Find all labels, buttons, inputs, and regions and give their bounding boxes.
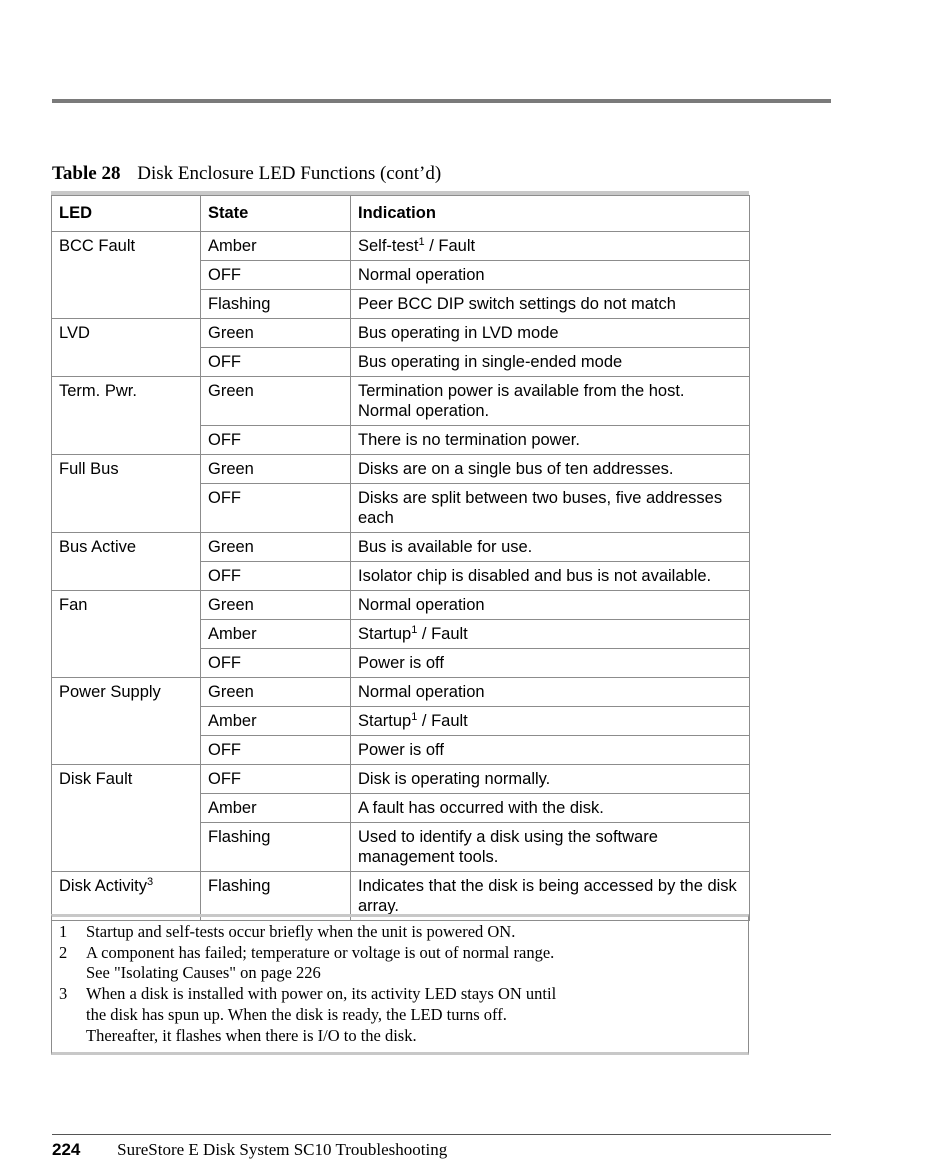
indication-cell: [351, 620, 750, 649]
led-table-container: [51, 191, 749, 921]
footnote-line: A component has failed; temperature or voltage is out of normal range.: [86, 942, 555, 962]
table-row: [52, 678, 750, 707]
state-cell: OFF: [201, 426, 351, 455]
indication-text-suffix: / Fault: [417, 625, 468, 643]
indication-text: Disks are on a single bus of ten addresses.: [358, 460, 674, 478]
led-name: Fan: [59, 596, 88, 614]
indication-text: Isolator chip is disabled and bus is not available.: [358, 567, 712, 585]
state-cell: Green: [201, 377, 351, 426]
indication-cell: [351, 290, 750, 319]
header-state: State: [201, 196, 351, 232]
table-caption: [52, 163, 441, 185]
indication-text: Bus operating in single-ended mode: [358, 353, 623, 371]
state-cell: Green: [201, 533, 351, 562]
indication-cell: [351, 823, 750, 872]
indication-footnote-ref: 1: [411, 624, 418, 636]
state-cell: Amber: [201, 620, 351, 649]
indication-cell: [351, 678, 750, 707]
led-name-cell: [52, 678, 201, 765]
indication-cell: [351, 377, 750, 426]
footnote-number: 1: [59, 922, 68, 941]
indication-cell: [351, 261, 750, 290]
footnote-item: [52, 984, 748, 1046]
indication-cell: [351, 562, 750, 591]
footnote-line: the disk has spun up. When the disk is ready, the LED turns off.: [86, 1004, 507, 1024]
indication-footnote-ref: 1: [418, 236, 425, 248]
indication-cell: [351, 455, 750, 484]
led-name: Term. Pwr.: [59, 382, 137, 400]
state-cell: OFF: [201, 649, 351, 678]
indication-text: Normal operation: [358, 683, 485, 701]
indication-cell: [351, 319, 750, 348]
indication-cell: [351, 232, 750, 261]
page-footer: [52, 1140, 447, 1160]
state-cell: OFF: [201, 484, 351, 533]
state-cell: Green: [201, 591, 351, 620]
led-name-cell: [52, 455, 201, 533]
table-row: [52, 455, 750, 484]
indication-cell: [351, 426, 750, 455]
state-cell: Flashing: [201, 872, 351, 921]
footnote-item: [52, 943, 748, 984]
indication-text: Startup: [358, 625, 412, 643]
led-name-cell: [52, 765, 201, 872]
header-indication: Indication: [351, 196, 750, 232]
table-row: [52, 533, 750, 562]
indication-text-suffix: / Fault: [424, 237, 476, 255]
led-name-cell: [52, 377, 201, 455]
footnote-line: Thereafter, it flashes when there is I/O to the disk.: [86, 1025, 417, 1045]
indication-text: Power is off: [358, 741, 444, 759]
led-name: LVD: [59, 324, 90, 342]
led-name: Power Supply: [59, 683, 161, 701]
state-cell: OFF: [201, 562, 351, 591]
indication-footnote-ref: 1: [411, 711, 418, 723]
header-led: LED: [52, 196, 201, 232]
table-row: [52, 319, 750, 348]
footnote-line: Startup and self-tests occur briefly when the unit is powered ON.: [86, 922, 516, 941]
table-row: [52, 232, 750, 261]
table-row: [52, 765, 750, 794]
indication-text: Startup: [358, 712, 412, 730]
led-name: BCC Fault: [59, 237, 136, 255]
footnote-text: [86, 984, 748, 1046]
indication-text: Termination power is available from the host. Normal operation.: [358, 382, 685, 420]
state-cell: OFF: [201, 348, 351, 377]
indication-cell: [351, 484, 750, 533]
table-title: Disk Enclosure LED Functions (cont’d): [137, 163, 442, 184]
state-cell: OFF: [201, 736, 351, 765]
indication-text: Peer BCC DIP switch settings do not match: [358, 295, 676, 313]
state-cell: Amber: [201, 794, 351, 823]
indication-cell: [351, 736, 750, 765]
state-cell: Flashing: [201, 290, 351, 319]
footnote-text: [86, 922, 748, 943]
led-name-cell: [52, 533, 201, 591]
indication-cell: [351, 591, 750, 620]
indication-cell: [351, 707, 750, 736]
indication-text: Bus is available for use.: [358, 538, 533, 556]
indication-text: Normal operation: [358, 596, 485, 614]
state-cell: Amber: [201, 232, 351, 261]
led-name: Bus Active: [59, 538, 137, 556]
table-body: [52, 232, 750, 921]
led-footnote-ref: 3: [147, 876, 154, 888]
indication-text-suffix: / Fault: [417, 712, 468, 730]
led-name: Disk Activity: [59, 877, 148, 895]
footnotes: [51, 914, 749, 1055]
indication-text: There is no termination power.: [358, 431, 580, 449]
table-row: [52, 591, 750, 620]
indication-text: Power is off: [358, 654, 444, 672]
indication-text: Disks are split between two buses, five addresses each: [358, 489, 723, 527]
led-name: Full Bus: [59, 460, 119, 478]
footer-title: SureStore E Disk System SC10 Troubleshooting: [117, 1140, 448, 1159]
state-cell: Flashing: [201, 823, 351, 872]
table-row: [52, 377, 750, 426]
footnote-line: When a disk is installed with power on, its activity LED stays ON until: [86, 984, 557, 1004]
state-cell: OFF: [201, 765, 351, 794]
footer-rule: [52, 1134, 831, 1135]
indication-cell: [351, 765, 750, 794]
state-cell: Green: [201, 319, 351, 348]
indication-text: Used to identify a disk using the software management tools.: [358, 828, 658, 866]
header-rule: [52, 99, 831, 103]
led-name-cell: [52, 319, 201, 377]
indication-cell: [351, 533, 750, 562]
indication-cell: [351, 348, 750, 377]
led-name-cell: [52, 591, 201, 678]
page-number: 224: [52, 1140, 81, 1159]
led-functions-table: [51, 195, 750, 921]
footnote-text: [86, 943, 748, 984]
indication-text: Disk is operating normally.: [358, 770, 551, 788]
table-number: Table 28: [52, 163, 121, 184]
indication-text: Normal operation: [358, 266, 485, 284]
footnote-number: 2: [59, 942, 68, 962]
indication-text: Self-test: [358, 237, 419, 255]
indication-cell: [351, 649, 750, 678]
footnote-number: 3: [59, 984, 68, 1004]
state-cell: Green: [201, 678, 351, 707]
state-cell: Amber: [201, 707, 351, 736]
led-name-cell: [52, 232, 201, 319]
table-header-row: [52, 196, 750, 232]
indication-cell: [351, 794, 750, 823]
indication-text: A fault has occurred with the disk.: [358, 799, 604, 817]
state-cell: Green: [201, 455, 351, 484]
state-cell: OFF: [201, 261, 351, 290]
indication-text: Bus operating in LVD mode: [358, 324, 559, 342]
led-name: Disk Fault: [59, 770, 133, 788]
footnote-line: See "Isolating Causes" on page 226: [86, 963, 321, 983]
footnote-item: [52, 922, 748, 943]
indication-text: Indicates that the disk is being accessed by the disk array.: [358, 877, 737, 915]
